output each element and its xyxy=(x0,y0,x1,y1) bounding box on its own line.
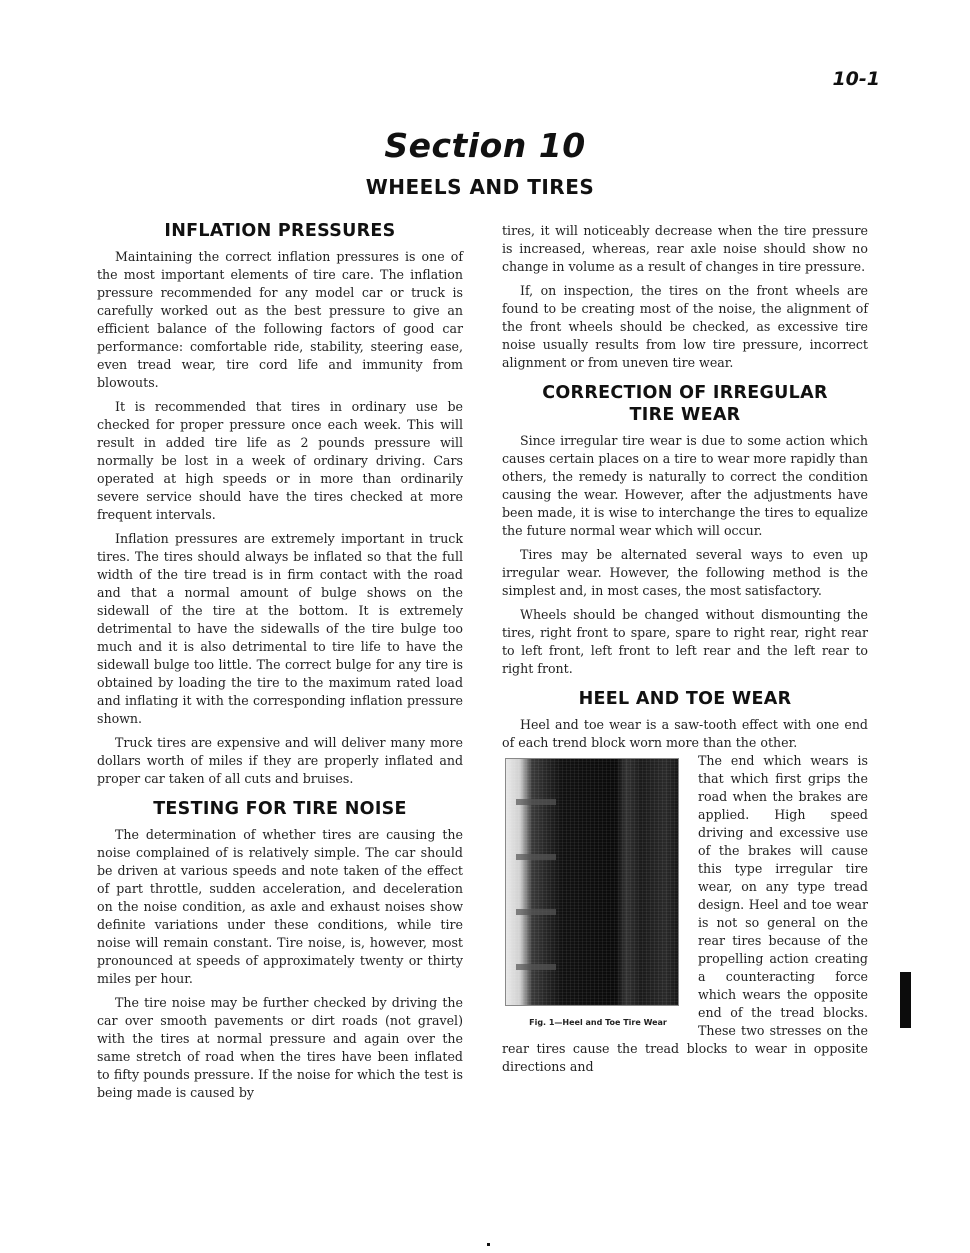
paragraph: If, on inspection, the tires on the front wheels are found to be creating most of the noise, the alignment of the front wheels should be checked, as excessive tire noise usually results from low tire pressure, incorrect alignment or from uneven tire wear. xyxy=(502,283,868,370)
heading-testing-tire-noise: TESTING FOR TIRE NOISE xyxy=(153,799,407,819)
paragraph: It is recommended that tires in ordinary use be checked for proper pressure once each week. This will result in added tire life as 2 pounds pressure will normally be lost in a week of ordinary driving. Cars operated at high speeds or in more than ordinarily severe service should have the tires checked at more frequent intervals. xyxy=(97,399,463,522)
right-column xyxy=(502,222,868,1076)
paragraph: The tire noise may be further checked by driving the car over smooth pavements or dirt roads (not gravel) with the tires at normal pressure and again over the same stretch of road when the tires have been inflated to fifty pounds pressure. If the noise for which the test is being made is caused by xyxy=(97,995,463,1100)
heading-heel-and-toe-wear: HEEL AND TOE WEAR xyxy=(578,689,792,709)
figure-caption: Fig. 1—Heel and Toe Tire Wear xyxy=(529,1018,667,1027)
section-title: Section 10 xyxy=(384,126,586,165)
paragraph: tires, it will noticeably decrease when the tire pressure is increased, whereas, rear axle noise should show no change in volume as a result of changes in tire pressure. xyxy=(502,223,868,274)
heading-correction-irregular-wear xyxy=(502,382,868,426)
figure-1 xyxy=(502,758,694,1027)
paragraph: Wheels should be changed without dismounting the tires, right front to spare, spare to right rear, right rear to left front, left front to left rear and the left rear to right front. xyxy=(502,607,868,676)
paragraph: Truck tires are expensive and will deliver many more dollars worth of miles if they are properly inflated and proper car taken of all cuts and bruises. xyxy=(97,735,463,786)
paragraph: Inflation pressures are extremely important in truck tires. The tires should always be inflated so that the full width of the tire tread is in firm contact with the road and that a normal amount of bulge shows on the sidewall of the tire at the bottom. It is extremely detrimental to have the sidewalls of the tire bulge too much and it is also detrimental to tire life to have the sidewall bulge too little. The correct bulge for any tire is obtained by loading the tire to the maximum rated load and inflating it with the corresponding inflation pressure shown. xyxy=(97,531,463,726)
page-number: 10-1 xyxy=(832,68,880,90)
paragraph: Maintaining the correct inflation pressures is one of the most important elements of tire care. The inflation pressure recommended for any model car or truck is carefully worked out as the best pressure to give an efficient balance of the following factors of good car performance: comfortable ride, stability, steering ease, even tread wear, tire cord life and immunity from blowouts. xyxy=(97,249,463,390)
page-mark xyxy=(487,1243,490,1246)
paragraph: Tires may be alternated several ways to even up irregular wear. However, the following method is the simplest and, in most cases, the most satisfactory. xyxy=(502,547,868,598)
section-thumb-tab xyxy=(900,972,911,1028)
paragraph: The determination of whether tires are causing the noise complained of is relatively simple. The car should be driven at various speeds and note taken of the effect of part throttle, sudden acceleration, and deceleration on the noise condition, as axle and exhaust noises show definite variations under these conditions, while tire noise will remain constant. Tire noise, is, however, most pronounced at speeds of approximately twenty or thirty miles per hour. xyxy=(97,827,463,986)
heading-inflation-pressures: INFLATION PRESSURES xyxy=(164,221,396,241)
paragraph: Since irregular tire wear is due to some action which causes certain places on a tire to wear more rapidly than others, the remedy is naturally to correct the condition causing the wear. However, after the adjustments have been made, it is wise to interchange the tires to equalize the future normal wear which will occur. xyxy=(502,433,868,538)
section-subtitle: WHEELS AND TIRES xyxy=(365,175,595,199)
left-column xyxy=(97,220,463,1102)
tire-tread-photo-icon xyxy=(505,758,679,1006)
heading-line: CORRECTION OF IRREGULAR xyxy=(542,383,828,403)
paragraph: The end which wears is that which first grips the road when the brakes are applied. High speed driving and excessive use of the brakes will cause this type irregular tire wear, on any type tread design. Heel and toe wear is not so general on the rear tires because of the propelling action creating a counteracting force which wears the opposite end of the tread blocks. These two stresses on the rear tires cause the tread blocks to wear in opposite directions and xyxy=(502,753,868,1074)
heading-line: TIRE WEAR xyxy=(629,405,741,425)
paragraph: Heel and toe wear is a saw-tooth effect with one end of each trend block worn more than the other. xyxy=(502,717,868,750)
